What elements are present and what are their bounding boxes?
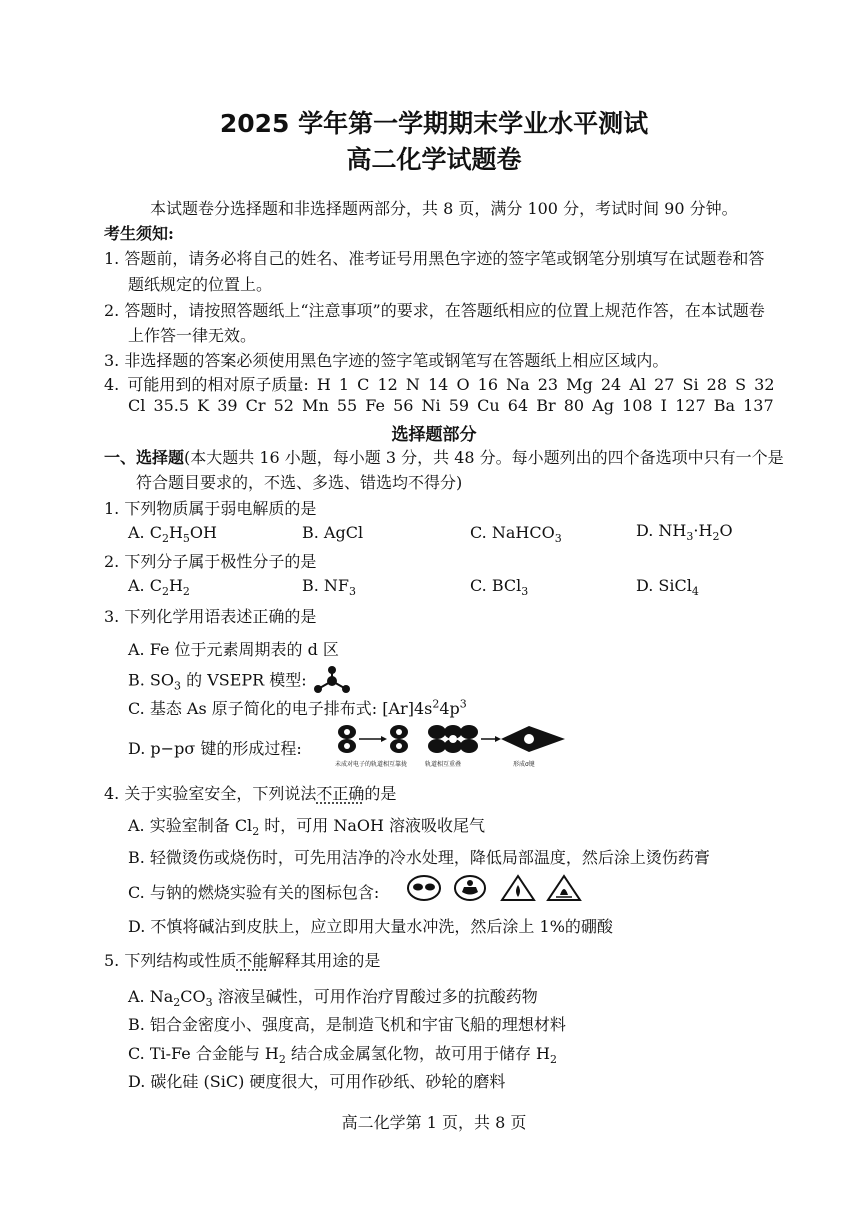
notice-item-4-cont: Cl 35.5 K 39 Cr 52 Mn 55 Fe 56 Ni 59 Cu 64 Br 80 Ag 108 I 127 Ba 137 (128, 396, 774, 415)
question-3-option-a: A. Fe 位于元素周期表的 d 区 (128, 640, 339, 659)
notice-item-2-cont: 上作答一律无效。 (128, 326, 257, 345)
question-3-option-d: D. p−pσ 键的形成过程: (128, 739, 302, 758)
question-2-option-c: C. BCl$_3$ (470, 576, 529, 599)
question-5-option-c-post: 结合成金属氢化物，故可用于储存 H (285, 1044, 551, 1063)
sigma-caption-2: 轨道相互重叠 (425, 761, 462, 768)
notice-item-4: 4. 可能用到的相对原子质量: H 1 C 12 N 14 O 16 Na 23 Mg 24 Al 27 Si 28 S 32 (104, 375, 775, 394)
goggles-icon (408, 876, 440, 900)
question-3-stem: 3. 下列化学用语表述正确的是 (104, 607, 317, 626)
notice-item-3: 3. 非选择题的答案必须使用黑色字迹的签字笔或钢笔写在答题纸上相应区域内。 (104, 351, 669, 370)
section-heading-cont: 符合题目要求的，不选、多选、错选均不得分) (136, 473, 463, 492)
question-1-stem: 1. 下列物质属于弱电解质的是 (104, 499, 317, 518)
question-2-stem: 2. 下列分子属于极性分子的是 (104, 552, 317, 571)
section-heading-label: 一、选择题 (104, 448, 185, 467)
question-4-option-a-pre: A. 实验室制备 Cl (128, 816, 253, 835)
question-2-option-a: A. $C_2H_2$ (128, 576, 190, 599)
question-3-option-b-post: 的 VSEPR 模型: (181, 670, 307, 690)
question-4-option-c-text: C. 与钠的燃烧实验有关的图标包含: (128, 883, 380, 902)
question-5-option-a-pre: A. Na (128, 987, 174, 1006)
section-heading (104, 445, 784, 468)
exam-subtitle: 高二化学试题卷 (346, 145, 522, 174)
question-4-stem-post: 的是 (364, 784, 397, 803)
section-title: 选择题部分 (391, 425, 477, 445)
question-4-option-d: D. 不慎将碱沾到皮肤上，应立即用大量水冲洗，然后涂上 1%的硼酸 (128, 917, 613, 936)
safety-icons-row (406, 873, 586, 903)
question-4-stem (104, 781, 396, 804)
question-4-option-a: A. 实验室制备 $Cl_2$ 时，可用 NaOH 溶液吸收尾气 (128, 816, 486, 839)
section-heading-text: (本大题共 16 小题，每小题 3 分，共 48 分。每小题列出的四个备选项中只有一个是 (184, 448, 784, 467)
question-1-option-b: B. AgCl (302, 523, 364, 542)
question-1-option-d: D. $NH_3\cdot H_2O$ (636, 521, 733, 544)
question-5-option-a-mid: CO (180, 987, 206, 1006)
sigma-caption-3: 形成σ键 (513, 761, 535, 768)
question-5-option-b: B. 铝合金密度小、强度高，是制造飞机和宇宙飞船的理想材料 (128, 1015, 566, 1034)
fire-hazard-icon (548, 876, 580, 900)
intro-text: 本试题卷分选择题和非选择题两部分，共 8 页，满分 100 分，考试时间 90 分钟。 (150, 199, 738, 218)
question-5-option-a: A. $Na_2CO_3$ 溶液呈碱性，可用作治疗胃酸过多的抗酸药物 (128, 987, 538, 1010)
question-1-option-c: C. NaHCO$_3$ (470, 523, 562, 546)
question-5-stem-emphasis: 不能 (236, 951, 269, 970)
notice-item-2: 2. 答题时，请按照答题纸上“注意事项”的要求，在答题纸相应的位置上规范作答，在本试题卷 (104, 301, 765, 320)
question-2-option-b: B. $NF_3$ (302, 576, 357, 599)
flame-warning-icon (502, 876, 534, 900)
question-4-stem-emphasis: 不正确 (316, 784, 365, 803)
hot-hand-icon (455, 876, 485, 900)
sigma-caption-1: 未成对电子的轨道相互靠拢 (335, 761, 408, 768)
notice-heading: 考生须知: (104, 224, 174, 243)
page-footer: 高二化学第 1 页，共 8 页 (341, 1113, 527, 1132)
question-5-option-c: C. Ti-Fe 合金能与 $H_2$ 结合成金属氢化物，故可用于储存 $H_2$ (128, 1044, 558, 1067)
question-4-option-b: B. 轻微烫伤或烧伤时，可先用洁净的冷水处理，降低局部温度，然后涂上烫伤药膏 (128, 848, 710, 867)
question-3-option-b: B. $SO_3$ 的 VSEPR 模型: (128, 666, 352, 696)
question-4-option-a-post: 时，可用 NaOH 溶液吸收尾气 (259, 816, 486, 835)
notice-item-1: 1. 答题前，请务必将自己的姓名、准考证号用黑色字迹的签字笔或钢笔分别填写在试题卷和答 (104, 249, 765, 268)
question-1-option-a: A. $C_2H_5OH$ (128, 523, 217, 546)
question-3-option-b-pre: B. SO (128, 670, 175, 690)
exam-title: 2025 学年第一学期期末学业水平测试 (219, 109, 649, 138)
question-4-stem-pre: 4. 关于实验室安全，下列说法 (104, 784, 317, 803)
question-5-stem-post: 解释其用途的是 (268, 951, 381, 970)
question-5-option-d: D. 碳化硅 (SiC) 硬度很大，可用作砂纸、砂轮的磨料 (128, 1072, 506, 1091)
question-3-option-c: C. 基态 As 原子简化的电子排布式: $[Ar]4s^24p^3$ (128, 697, 467, 718)
vsepr-model-icon (312, 666, 352, 696)
notice-item-1-cont: 题纸规定的位置上。 (128, 275, 273, 294)
question-3-option-c-pre: C. 基态 As 原子简化的电子排布式: [Ar]4s (128, 699, 433, 718)
question-5-stem (104, 948, 380, 971)
sigma-bond-formation-diagram-icon (333, 722, 573, 770)
question-5-stem-pre: 5. 下列结构或性质 (104, 951, 237, 970)
question-4-option-c (128, 880, 379, 903)
question-5-option-a-post: 溶液呈碱性，可用作治疗胃酸过多的抗酸药物 (212, 987, 538, 1006)
question-2-option-d: D. SiCl$_4$ (636, 576, 699, 599)
question-5-option-c-pre: C. Ti-Fe 合金能与 H (128, 1044, 279, 1063)
